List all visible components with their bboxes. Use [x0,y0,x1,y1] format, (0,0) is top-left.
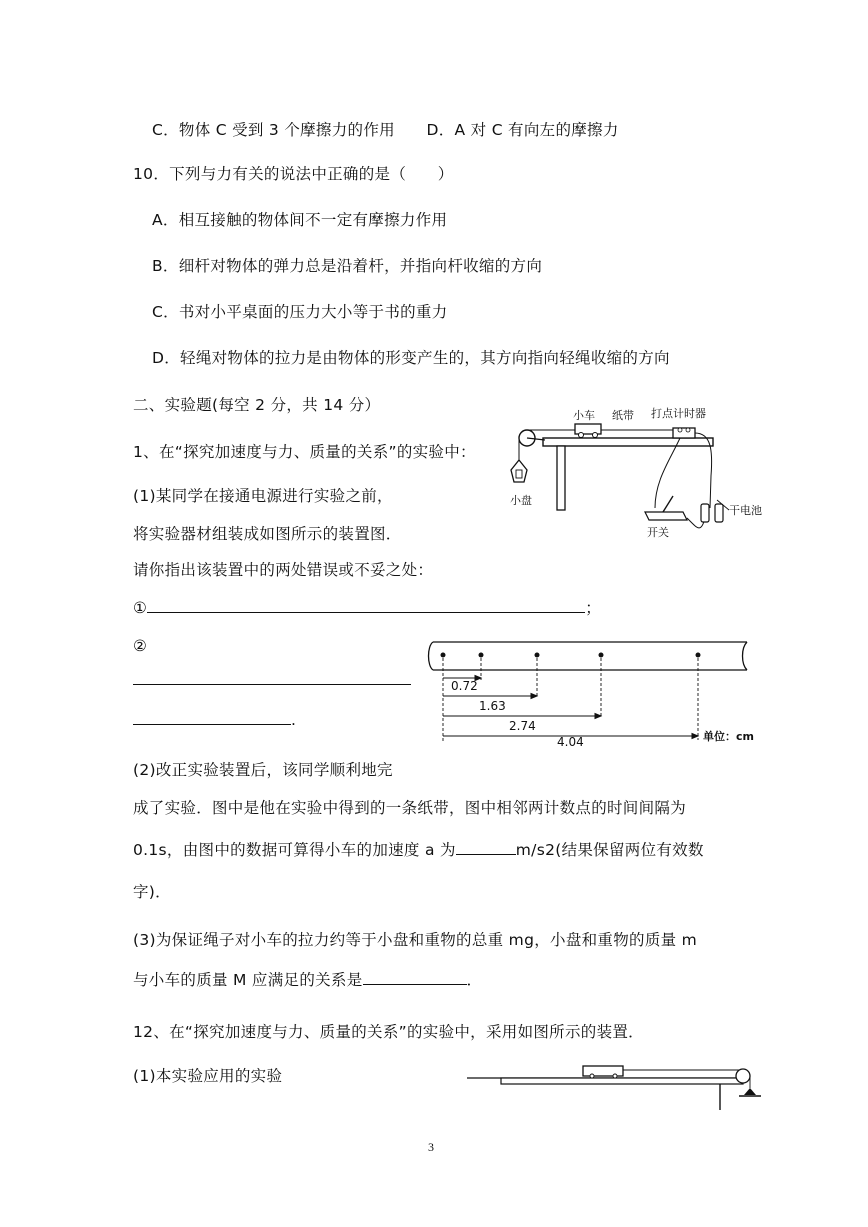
battery-icon [715,504,723,522]
count-point [441,653,446,658]
cart-icon [575,424,601,434]
q1-part1: (1)某同学在接通电源进行实验之前， [133,487,393,505]
label-timer: 打点计时器 [651,407,706,420]
count-point [599,653,604,658]
answer-blank-1 [133,598,601,618]
q1-part3-line2-pre: 与小车的质量 M 应满足的关系是 [133,971,363,989]
page-number: 3 [428,1140,434,1154]
label-switch: 开关 [647,526,669,539]
q1-part1-line2: 将实验器材组装成如图所示的装置图． [133,525,402,543]
label-tape: 纸带 [612,409,634,422]
q1-part2: (2)改正实验装置后，该同学顺利地完 [133,761,393,779]
weight-icon [516,470,522,478]
q1-part2-line2: 成了实验．图中是他在实验中得到的一条纸带，图中相邻两计数点的时间间隔为 [133,799,687,817]
tape-end-right [743,642,748,670]
q10-option-a: A．相互接触的物体间不一定有摩擦力作用 [152,211,448,229]
section-2-heading: 二、实验题(每空 2 分，共 14 分） [133,396,381,414]
q12-stem: 12、在“探究加速度与力、质量的关系”的实验中，采用如图所示的装置． [133,1023,644,1041]
label-cart: 小车 [573,409,595,422]
q9-options-cd: C．物体 C 受到 3 个摩擦力的作用 D．A 对 C 有向左的摩擦力 [152,121,619,139]
table-leg [557,446,565,510]
track-board [501,1078,743,1084]
cart-wheel [579,433,584,438]
cart-icon [583,1066,623,1076]
acceleration-blank[interactable] [456,840,516,855]
q1-part2-line4: 字)． [133,883,171,901]
switch-icon [645,512,687,520]
timer-icon [673,428,695,438]
tape-end-left [429,642,434,670]
q1-part2-line3-pre: 0.1s，由图中的数据可算得小车的加速度 a 为 [133,841,456,859]
q1-part2-line3-post: m/s2(结果保留两位有效数 [515,841,704,859]
label-pan: 小盘 [510,494,532,507]
q10-stem: 10．下列与力有关的说法中正确的是（ ） [133,165,454,183]
blank-1-marker: ① [133,599,148,617]
arrow-head [595,714,601,719]
q1-stem: 1、在“探究加速度与力、质量的关系”的实验中： [133,443,476,461]
q1-part1-line3: 请你指出该装置中的两处错误或不妥之处： [133,561,434,579]
distance-label-4: 4.04 [557,735,584,748]
count-point [479,653,484,658]
blank-2-line-b[interactable] [133,710,291,725]
cart-wheel [613,1074,617,1078]
wire [655,438,680,508]
cart-wheel [593,433,598,438]
battery-icon [701,504,709,522]
switch-lever [663,496,673,512]
blank-1-line[interactable] [147,598,585,613]
blank-2-marker: ② [133,637,148,655]
distance-label-1: 0.72 [451,679,478,693]
q1-part3-line2-end: ． [466,971,483,989]
blank-1-end: ； [585,599,602,617]
count-point [535,653,540,658]
blank-2-line-a[interactable] [133,670,411,685]
q10-option-b: B．细杆对物体的弹力总是沿着杆，并指向杆收缩的方向 [152,257,543,275]
q10-option-d: D．轻绳对物体的拉力是由物体的形变产生的，其方向指向轻绳收缩的方向 [152,349,670,367]
setup-diagram [505,400,775,550]
distance-label-3: 2.74 [509,719,536,733]
cart-wheel [590,1074,594,1078]
answer-blank-2a [133,670,411,690]
weight-icon [744,1088,756,1095]
q1-part2-line3 [133,840,704,860]
label-battery: 干电池 [729,504,762,517]
timer-terminal [678,428,682,432]
tape-diagram [425,636,760,748]
mass-relation-blank[interactable] [363,970,467,985]
distance-label-2: 1.63 [479,699,506,713]
q10-option-c: C．书对小平桌面的压力大小等于书的重力 [152,303,448,321]
table-top [543,438,713,446]
pulley [736,1069,750,1083]
answer-blank-2b [133,710,296,730]
q1-part3: (3)为保证绳子对小车的拉力约等于小盘和重物的总重 mg，小盘和重物的质量 m [133,931,698,949]
arrow-head [692,734,698,739]
q12-part1: (1)本实验应用的实验 [133,1067,283,1085]
unit-label: 单位：cm [703,730,754,743]
timer-terminal [686,428,690,432]
q1-part3-line2 [133,970,482,990]
count-point [696,653,701,658]
arrow-head [531,694,537,699]
setup-diagram-2 [465,1058,770,1112]
blank-2-end: . [291,711,297,729]
